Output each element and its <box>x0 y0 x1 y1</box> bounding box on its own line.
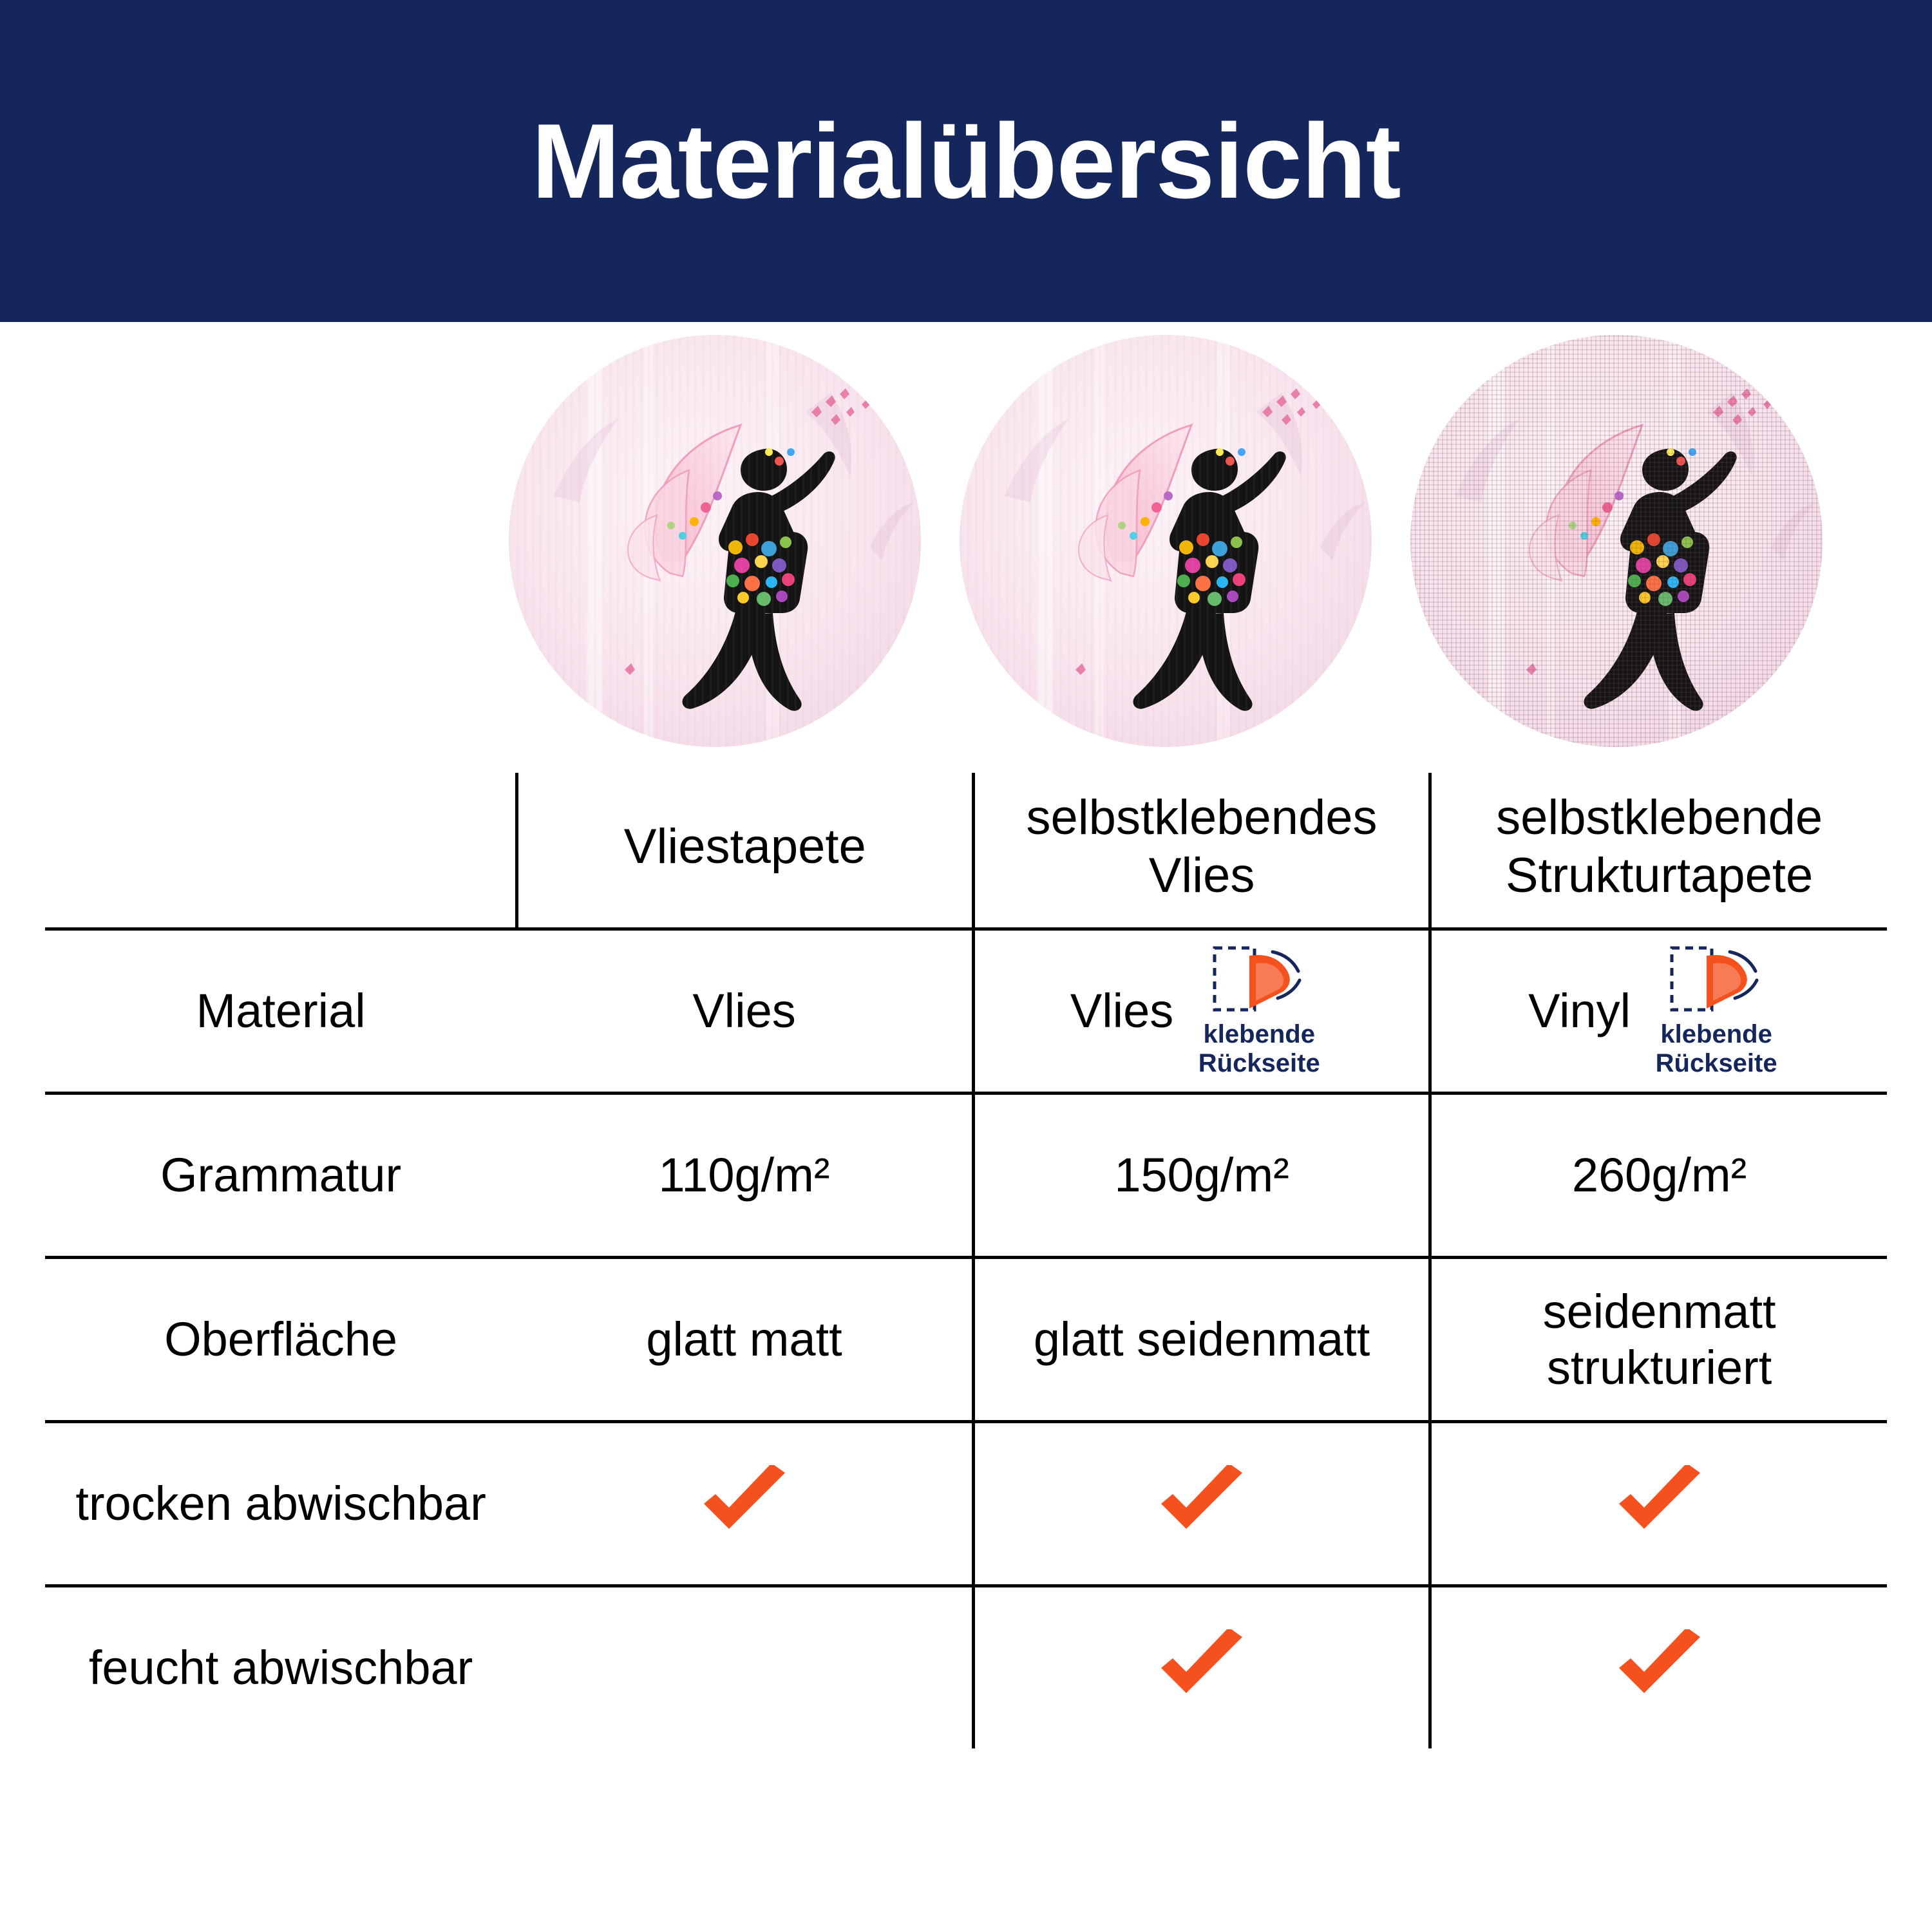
table-row <box>45 1422 1887 1586</box>
adhesive-backing-badge <box>1642 944 1790 1078</box>
check-icon <box>1153 1629 1250 1707</box>
page-title: Materialübersicht <box>531 101 1401 220</box>
cell-trocken-vliestapete <box>516 1422 973 1586</box>
row-label-grammatur: Grammatur <box>45 1094 516 1258</box>
cell-text: Vinyl <box>1528 984 1631 1038</box>
cell-material-selbstklebendes-vlies <box>973 929 1430 1094</box>
cell-oberflaeche-selbstklebende-strukturtapete <box>1430 1258 1887 1422</box>
cell-material-selbstklebende-strukturtapete <box>1430 929 1887 1094</box>
table-row <box>45 1586 1887 1749</box>
row-label-feucht-abwischbar: feucht abwischbar <box>45 1586 516 1749</box>
cell-feucht-selbstklebende-strukturtapete <box>1430 1586 1887 1749</box>
fairy-illustration <box>509 335 921 747</box>
table-row <box>45 1258 1887 1422</box>
swatch-selbstklebende-strukturtapete <box>1410 335 1823 747</box>
cell-trocken-selbstklebende-strukturtapete <box>1430 1422 1887 1586</box>
adhesive-backing-icon <box>1211 944 1307 1016</box>
cell-oberflaeche-vliestapete <box>516 1258 973 1422</box>
row-label-material: Material <box>45 929 516 1094</box>
swatch-vliestapete <box>509 335 921 747</box>
cell-feucht-selbstklebendes-vlies <box>973 1586 1430 1749</box>
cell-oberflaeche-selbstklebendes-vlies <box>973 1258 1430 1422</box>
cell-text: 110g/m² <box>658 1148 830 1202</box>
cell-text: 150g/m² <box>1114 1148 1289 1202</box>
table-row <box>45 929 1887 1094</box>
fairy-illustration <box>960 335 1372 747</box>
swatch-selbstklebendes-vlies <box>960 335 1372 747</box>
header-cell-selbstklebendes-vlies: selbstklebendes Vlies <box>973 773 1430 929</box>
cell-text: seidenmatt strukturiert <box>1542 1284 1776 1394</box>
check-icon <box>1611 1629 1708 1707</box>
cell-text: 260g/m² <box>1571 1148 1747 1202</box>
adhesive-backing-badge <box>1185 944 1333 1078</box>
bottom-spacer <box>0 1748 1932 1787</box>
check-icon <box>1153 1465 1250 1542</box>
cell-grammatur-vliestapete <box>516 1094 973 1258</box>
row-label-oberflaeche: Oberfläche <box>45 1258 516 1422</box>
adhesive-backing-label: klebende Rückseite <box>1655 1020 1777 1077</box>
cell-feucht-vliestapete <box>516 1586 973 1749</box>
header-cell-selbstklebende-strukturtapete: selbstklebende Strukturtapete <box>1496 790 1823 903</box>
material-swatch-row <box>0 322 1932 773</box>
cell-grammatur-selbstklebende-strukturtapete <box>1430 1094 1887 1258</box>
row-label-trocken-abwischbar: trocken abwischbar <box>45 1422 516 1586</box>
fairy-illustration <box>1410 335 1823 747</box>
cell-trocken-selbstklebendes-vlies <box>973 1422 1430 1586</box>
material-comparison-table <box>45 773 1887 1748</box>
check-icon <box>1611 1465 1708 1542</box>
table-row <box>45 1094 1887 1258</box>
cell-text: glatt seidenmatt <box>1033 1312 1370 1367</box>
cell-material-vliestapete <box>516 929 973 1094</box>
cell-text: glatt matt <box>646 1312 842 1367</box>
header-cell-vliestapete: Vliestapete <box>516 773 973 929</box>
cell-text: Vlies <box>1070 984 1174 1038</box>
adhesive-backing-label: klebende Rückseite <box>1198 1020 1320 1077</box>
table-header-row <box>45 773 1887 929</box>
material-comparison-table-wrap <box>0 773 1932 1787</box>
adhesive-backing-icon <box>1668 944 1765 1016</box>
cell-grammatur-selbstklebendes-vlies <box>973 1094 1430 1258</box>
page-header <box>0 0 1932 322</box>
header-cell-empty <box>45 773 516 929</box>
check-icon <box>696 1465 793 1542</box>
cell-text: Vlies <box>692 984 796 1038</box>
